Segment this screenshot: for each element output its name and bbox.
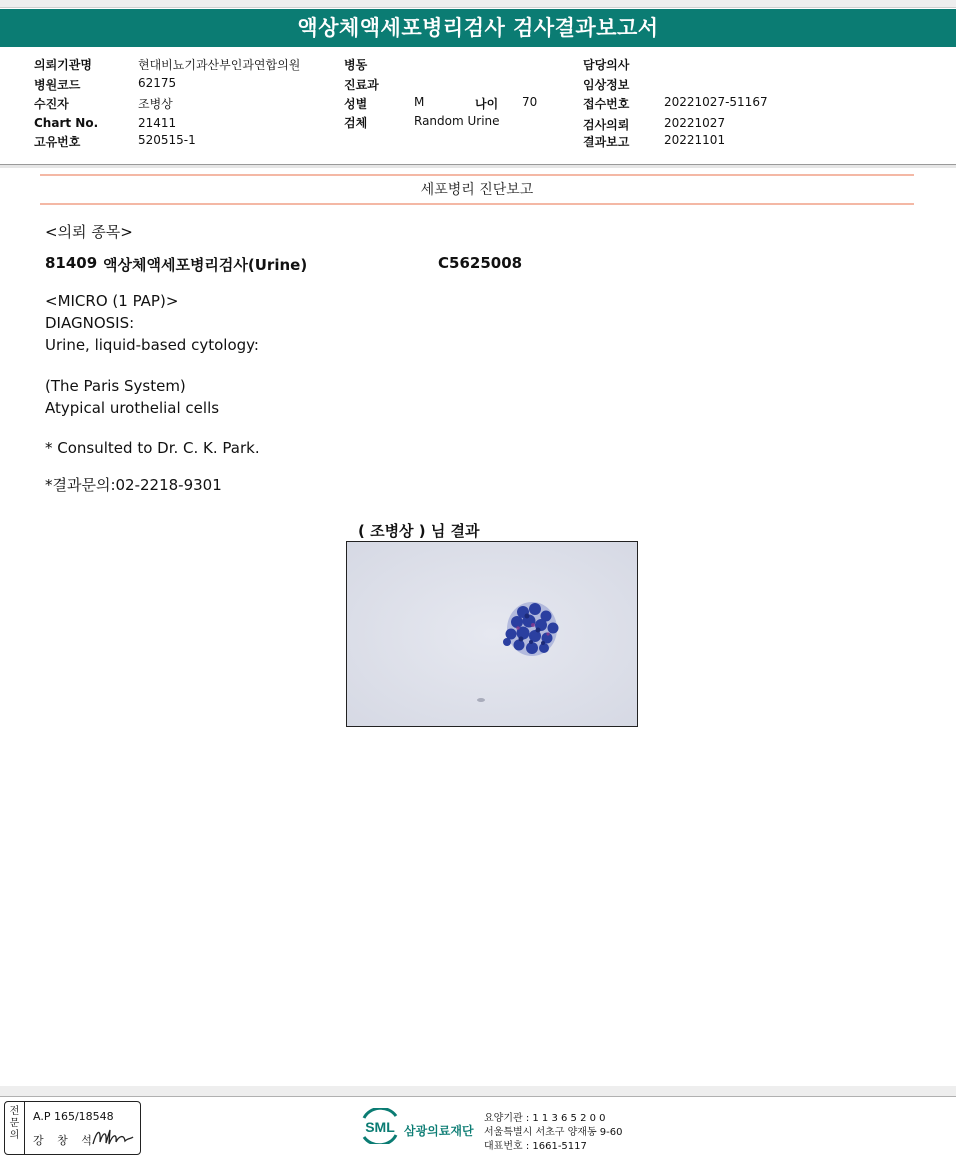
label-report-date: 결과보고 bbox=[583, 135, 630, 149]
label-hospital-code: 병원코드 bbox=[34, 78, 81, 92]
value-request-date: 20221027 bbox=[664, 116, 726, 130]
value-accession-no: 20221027-51167 bbox=[664, 95, 768, 109]
label-requesting-institution: 의뢰기관명 bbox=[34, 58, 92, 72]
physician-license: A.P 165/18548 bbox=[33, 1110, 114, 1123]
section-title: 세포병리 진단보고 bbox=[420, 182, 534, 198]
value-specimen: Random Urine bbox=[414, 114, 500, 128]
label-chart-no: Chart No. bbox=[34, 116, 99, 130]
stamp-vertical-label bbox=[5, 1102, 25, 1154]
institution-code: 요양기관 : 1 1 3 6 5 2 0 0 bbox=[484, 1113, 606, 1124]
label-unique-id: 고유번호 bbox=[34, 135, 81, 149]
label-department: 진료과 bbox=[344, 78, 379, 92]
diagnosis-label: DIAGNOSIS: bbox=[45, 314, 135, 332]
value-hospital-code: 62175 bbox=[138, 76, 177, 90]
classification-system: (The Paris System) bbox=[45, 377, 186, 395]
value-sex: M bbox=[414, 95, 425, 109]
label-specimen: 검체 bbox=[344, 116, 368, 130]
info-divider bbox=[0, 165, 956, 168]
value-unique-id: 520515-1 bbox=[138, 133, 196, 147]
test-name: 액상체액세포병리검사(Urine) bbox=[103, 256, 308, 274]
test-id: C5625008 bbox=[438, 254, 523, 272]
organization-phone: 대표번호 : 1661-5117 bbox=[484, 1141, 587, 1152]
request-header: <의뢰 종목> bbox=[45, 223, 133, 241]
physician-name: 강 창 석 bbox=[33, 1134, 97, 1147]
organization-address: 서울특별시 서초구 양재동 9-60 bbox=[484, 1127, 623, 1138]
value-chart-no: 21411 bbox=[138, 116, 177, 130]
cell-cluster-image bbox=[347, 542, 637, 726]
sml-logo-text: SML bbox=[365, 1119, 395, 1135]
organization-name: 삼광의료재단 bbox=[404, 1124, 474, 1138]
micro-header: <MICRO (1 PAP)> bbox=[45, 292, 179, 310]
label-clinical-info: 임상정보 bbox=[583, 78, 630, 92]
label-age: 나이 bbox=[475, 97, 499, 111]
inquiry-phone: *결과문의:02-2218-9301 bbox=[45, 476, 222, 494]
stamp-char-3: 의 bbox=[9, 1130, 20, 1141]
value-report-date: 20221101 bbox=[664, 133, 726, 147]
specimen-type: Urine, liquid-based cytology: bbox=[45, 336, 259, 354]
stamp-char-2: 문 bbox=[9, 1118, 20, 1129]
value-patient: 조병상 bbox=[138, 97, 173, 111]
diagnosis-finding: Atypical urothelial cells bbox=[45, 399, 220, 417]
footer-border bbox=[0, 1086, 956, 1097]
label-request-date: 검사의뢰 bbox=[583, 118, 630, 132]
signature-icon bbox=[91, 1124, 135, 1150]
value-age: 70 bbox=[522, 95, 538, 109]
cytology-image bbox=[346, 541, 638, 727]
report-title: 액상체액세포병리검사 검사결과보고서 bbox=[0, 9, 956, 47]
label-ward: 병동 bbox=[344, 58, 368, 72]
patient-info-panel bbox=[0, 52, 956, 165]
label-attending-physician: 담당의사 bbox=[583, 58, 630, 72]
section-line-bottom bbox=[40, 203, 914, 205]
section-line-top bbox=[40, 174, 914, 176]
value-requesting-institution: 현대비뇨기과산부인과연합의원 bbox=[138, 58, 301, 72]
image-caption: ( 조병상 ) 님 결과 bbox=[358, 522, 480, 540]
sml-logo bbox=[358, 1108, 402, 1144]
physician-stamp bbox=[4, 1101, 141, 1155]
stamp-char-1: 전 bbox=[9, 1106, 20, 1117]
top-border bbox=[0, 0, 956, 8]
consultation-note: * Consulted to Dr. C. K. Park. bbox=[45, 439, 260, 457]
test-code: 81409 bbox=[45, 254, 98, 272]
label-sex: 성별 bbox=[344, 97, 368, 111]
label-patient: 수진자 bbox=[34, 97, 69, 111]
label-accession-no: 접수번호 bbox=[583, 97, 630, 111]
